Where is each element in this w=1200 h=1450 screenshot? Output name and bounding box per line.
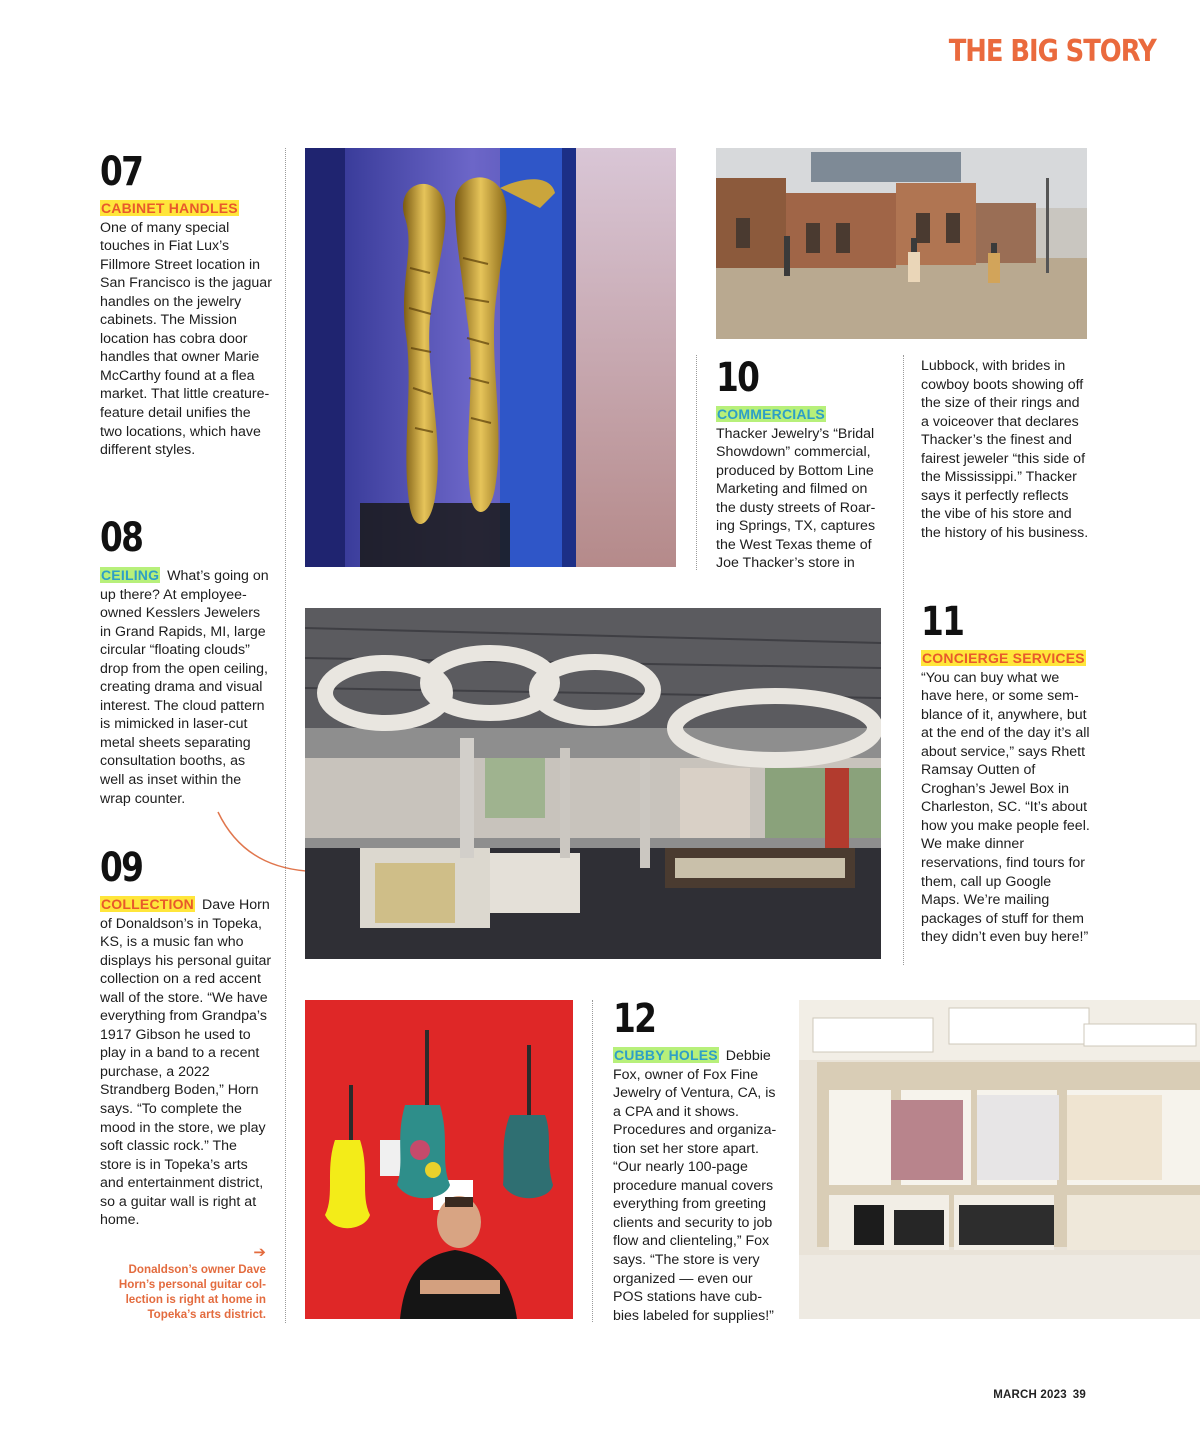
item-10-body-continued: Lubbock, with brides in cowboy boots showing off the size of their rings and a voiceover that declares Thacker’s the finest and fairest jeweler “this side of the Mississippi.” Thacker says it perfectly reflects the vibe of his store and the history of his business.	[921, 358, 1089, 541]
item-number-07: 07	[100, 149, 143, 195]
item-11-tag: CONCIERGE SERVICES	[922, 650, 1085, 666]
item-number-09: 09	[100, 845, 143, 891]
item-07-body: One of many special touches in Fiat Lux’s Fillmore Street location in San Francisco is the jaguar handles on the jewelry cabinets. The Mission location has cobra door handles that owner Marie McCarthy found at a flea market. That little creature-feature detail unifies the two locations, which have different styles.	[100, 219, 272, 459]
item-12-body: Debbie Fox, owner of Fox Fine Jewelry of Ventura, CA, is a CPA and it shows. Procedures and organization set her store apart. “Our nearly 100-page procedure manual covers everything from greeting clients and security to job flow and clienteling,” Fox says. “The store is very organized — even our POS stations have cubbies labeled for supplies!”	[613, 1048, 777, 1324]
photo-commercial-street	[716, 148, 1087, 339]
item-08-body: What’s going on up there? At employee-owned Kesslers Jewelers in Grand Rapids, MI, large circular “floating clouds” drop from the open ceiling, creating drama and visual interest. The cloud pattern is mimicked in laser-cut metal sheets separating consultation booths, as well as inset within the wrap counter.	[100, 568, 269, 807]
issue-date: MARCH 2023	[993, 1389, 1067, 1401]
column-rule-mid	[696, 355, 697, 570]
photo-cubby-holes	[799, 1000, 1200, 1319]
item-07-tag: CABINET HANDLES	[101, 200, 238, 216]
column-rule-bottom	[592, 1000, 593, 1322]
page-footer	[993, 1389, 1086, 1401]
item-08-text	[100, 566, 272, 808]
item-07-text	[100, 199, 272, 460]
item-08-tag: CEILING	[101, 567, 160, 583]
item-10-body: Thacker Jewelry’s “Bridal Showdown” commercial, produced by Bottom Line Marketing and filmed on the dusty streets of Roaring Springs, TX, captures the West Texas theme of Joe Thacker’s store in	[716, 425, 876, 572]
item-number-12: 12	[613, 996, 656, 1042]
item-10-tag: COMMERCIALS	[717, 406, 825, 422]
item-10-text	[716, 405, 886, 573]
photo-store-ceiling	[305, 608, 881, 959]
item-number-08: 08	[100, 515, 143, 561]
photo-caption	[110, 1244, 266, 1322]
section-title: THE BIG STORY	[948, 34, 1156, 69]
item-12-tag: CUBBY HOLES	[614, 1047, 718, 1063]
item-10-text-continued	[921, 357, 1091, 542]
item-09-text	[100, 895, 272, 1230]
page-number: 39	[1072, 1389, 1086, 1401]
item-11-body: “You can buy what we have here, or some semblance of it, anywhere, but at the end of the day it’s all about service,” says Rhett Ramsay Outten of Croghan’s Jewel Box in Charleston, SC. “It’s about how you make people feel. We make dinner reservations, find tours for them, call up Google Maps. We’re mailing packages of stuff for them they didn’t even buy here!”	[921, 669, 1090, 946]
item-11-text	[921, 649, 1093, 947]
column-rule-right	[903, 355, 904, 965]
caption-arrow-icon: ➔	[253, 1244, 266, 1261]
item-12-text	[613, 1046, 781, 1325]
column-rule-left	[285, 148, 286, 1323]
item-09-body: Dave Horn of Donaldson’s in Topeka, KS, is a music fan who displays his personal guitar collection on a red accent wall of the store. “We have everything from Grandpa’s 1917 Gibson he used to play in a band to a recent purchase, a 2022 Strandberg Boden,” Horn says. “To complete the mood in the store, we play soft classic rock.” The store is in Topeka’s arts and entertainment district, so a guitar wall is right at home.	[100, 897, 272, 1229]
photo-guitar-wall	[305, 1000, 573, 1319]
item-09-tag: COLLECTION	[101, 896, 194, 912]
item-number-10: 10	[716, 355, 759, 401]
caption-text: Donaldson’s owner Dave Horn’s personal guitar collection is right at home in Topeka’s arts district.	[118, 1263, 266, 1321]
photo-jaguar-handles	[305, 148, 676, 567]
item-number-11: 11	[921, 599, 964, 645]
